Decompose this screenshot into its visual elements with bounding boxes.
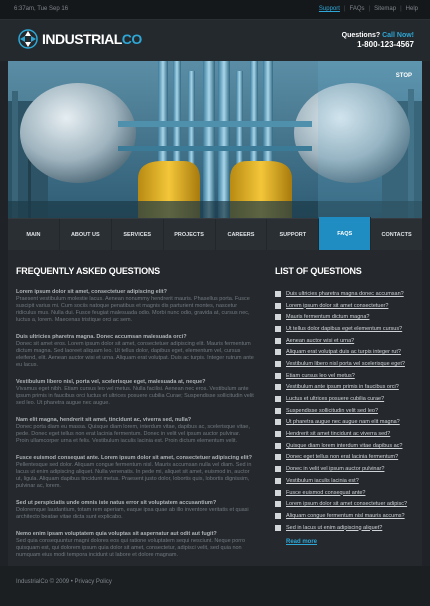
logo-main: INDUSTRIAL <box>42 31 122 47</box>
faq-entry <box>16 333 254 369</box>
faq-answer: Donec sit amet eros. Lorem ipsum dolor sit amet, consectetuer adipiscing elit. Mauris fermentum dictum magna. Sed laoreet aliquam leo. Ut tellus dolor, dapibus eget, elementum vel, cursus eleifend, elit. Aenean auctor wisi et urna. Aliquam erat volutpat. Duis ac turpis. Integer rutrum ante eu lacus. <box>16 341 254 368</box>
logo-icon <box>18 29 38 49</box>
question-link[interactable]: Vestibulum ante ipsum primis in faucibus orci? <box>286 384 399 391</box>
questions-list-section <box>275 266 415 545</box>
square-bullet-icon <box>275 454 281 460</box>
question-list-item[interactable] <box>275 311 415 323</box>
question-list-item[interactable] <box>275 288 415 300</box>
question-link[interactable]: Vestibulum iaculis lacinia est? <box>286 477 359 484</box>
questions-line <box>342 32 414 39</box>
nav-faqs[interactable]: FAQS <box>319 217 371 251</box>
faq-entry <box>16 288 254 324</box>
question-list-item[interactable] <box>275 463 415 475</box>
question-link[interactable]: Aenean auctor wisi et urna? <box>286 337 355 344</box>
separator: | <box>368 6 371 12</box>
question-list-item[interactable] <box>275 417 415 429</box>
faq-question: Sed ut perspiciatis unde omnis iste natus error sit voluptatem accusantium? <box>16 500 217 506</box>
question-list-item[interactable] <box>275 358 415 370</box>
industrial-plant-illustration <box>8 61 422 218</box>
question-list-item[interactable] <box>275 393 415 405</box>
sitemap-link[interactable]: Sitemap <box>374 6 397 12</box>
square-bullet-icon <box>275 490 281 496</box>
nav-support[interactable]: SUPPORT <box>267 219 319 250</box>
faqs-link[interactable]: FAQs <box>349 6 365 12</box>
question-list-item[interactable] <box>275 382 415 394</box>
question-link[interactable]: Mauris fermentum dictum magna? <box>286 314 370 321</box>
square-bullet-icon <box>275 396 281 402</box>
square-bullet-icon <box>275 408 281 414</box>
square-bullet-icon <box>275 303 281 309</box>
help-link[interactable]: Help <box>405 6 418 12</box>
phone-number: 1-800-123-4567 <box>357 40 414 49</box>
question-link[interactable]: Lorem ipsum dolor sit amet consectetuer adipisc? <box>286 501 408 508</box>
nav-contacts[interactable]: CONTACTS <box>381 231 412 238</box>
faq-question: Vestibulum libero nisl, porta vel, scelerisque eget, malesuada at, neque? <box>16 379 206 385</box>
logo[interactable] <box>18 29 142 49</box>
faq-answer: Vivamus eget nibh. Etiam cursus leo vel metus. Nulla facilisi. Aenean nec eros. Vestibulum ante ipsum primis in faucibus orci luctus et ultrices posuere cubilia Curae; Suspendisse sollicitudin velit sed leo. Ut pharetra augue nec augue. <box>16 386 254 406</box>
questions-label: Questions? <box>341 32 381 39</box>
square-bullet-icon <box>275 443 281 449</box>
main-navigation <box>8 218 422 250</box>
question-link[interactable]: Sed in lacus ut enim adipiscing aliquet? <box>286 524 383 531</box>
question-link[interactable]: Suspendisse sollicitudin velit sed leo? <box>286 407 379 414</box>
nav-main[interactable]: MAIN <box>8 219 60 250</box>
top-bar <box>0 0 430 20</box>
question-list-item[interactable] <box>275 475 415 487</box>
footer <box>0 566 430 606</box>
call-now-label: Call Now! <box>382 32 414 39</box>
date-time: 6:37am, Tue Sep 16 <box>14 6 69 12</box>
nav-about-us[interactable]: ABOUT US <box>60 219 112 250</box>
question-list-item[interactable] <box>275 522 415 534</box>
square-bullet-icon <box>275 478 281 484</box>
square-bullet-icon <box>275 501 281 507</box>
square-bullet-icon <box>275 373 281 379</box>
faq-entry <box>16 530 254 559</box>
square-bullet-icon <box>275 431 281 437</box>
square-bullet-icon <box>275 361 281 367</box>
question-link[interactable]: Donec eget tellus non erat lacinia fermentum? <box>286 454 399 461</box>
copyright-text: IndustrialCo © 2009 • Privacy Policy <box>16 579 112 585</box>
faq-question: Fusce euismod consequat ante. Lorem ipsum dolor sit amet, consectetuer adipiscing elit? <box>16 455 252 461</box>
question-list-item[interactable] <box>275 335 415 347</box>
separator: | <box>343 6 346 12</box>
faq-question: Duis ultricies pharetra magna. Donec accumsan malesuada orci? <box>16 334 187 340</box>
questions-list <box>275 288 415 533</box>
nav-services[interactable]: SERVICES <box>112 219 164 250</box>
square-bullet-icon <box>275 326 281 332</box>
square-bullet-icon <box>275 513 281 519</box>
square-bullet-icon <box>275 338 281 344</box>
read-more-link[interactable]: Read more <box>286 539 318 546</box>
question-link[interactable]: Quisque diam lorem interdum vitae dapibus ac? <box>286 442 403 449</box>
logo-text <box>42 31 142 47</box>
faq-answer: Doloremque laudantium, totam rem aperiam, eaque ipsa quae ab illo inventore veritatis et quasi architecto beatae vitae dicta sunt explicabo. <box>16 507 249 520</box>
question-list-item[interactable] <box>275 487 415 499</box>
question-link[interactable]: Ut pharetra augue nec augue nam elit magna? <box>286 419 400 426</box>
list-title: LIST OF QUESTIONS <box>275 266 362 276</box>
square-bullet-icon <box>275 419 281 425</box>
question-list-item[interactable] <box>275 323 415 335</box>
question-link[interactable]: Aliquam erat volutpat duis ac turpis integer rut? <box>286 349 401 356</box>
faq-question: Nam elit magna, hendrerit sit amet, tincidunt ac, viverra sed, nulla? <box>16 417 192 423</box>
faq-answer: Pellentesque sed dolor. Aliquam congue fermentum nisl. Mauris accumsan nulla vel diam. Sed in lacus ut enim adipiscing aliquet. Nulla venenatis. In pede mi, aliquet sit amet, euismod in, auctor ut, ligula. Aliquam dapibus tincidunt metus. Praesent justo dolor, lobortis quis, lobortis dignissim, pulvinar ac, lorem. <box>16 462 252 489</box>
question-list-item[interactable] <box>275 498 415 510</box>
nav-projects[interactable]: PROJECTS <box>164 219 216 250</box>
question-link[interactable]: Lorem ipsum dolor sit amet consectetuer? <box>286 302 389 309</box>
square-bullet-icon <box>275 314 281 320</box>
question-list-item[interactable] <box>275 510 415 522</box>
question-link[interactable]: Ut tellus dolor dapibus eget elementum cursus? <box>286 325 403 332</box>
question-list-item[interactable] <box>275 452 415 464</box>
question-link[interactable]: Fusce euismod consequat ante? <box>286 489 366 496</box>
faq-entry <box>16 499 254 521</box>
question-list-item[interactable] <box>275 405 415 417</box>
nav-careers[interactable]: CAREERS <box>216 219 268 250</box>
question-link[interactable]: Vestibulum libero nisl porta vel scelerisque eget? <box>286 360 405 367</box>
question-link[interactable]: Etiam cursus leo vel metus? <box>286 372 355 379</box>
question-list-item[interactable] <box>275 370 415 382</box>
question-link[interactable]: Donec in velit vel ipsum auctor pulvinar? <box>286 466 385 473</box>
faq-title: FREQUENTLY ASKED QUESTIONS <box>16 266 160 276</box>
square-bullet-icon <box>275 349 281 355</box>
faq-answer: Sed quia consequuntur magni dolores eos qui ratione voluptatem sequi nesciunt. Neque porro quisquam est, qui dolorem ipsum quia dolor sit amet, consectetur, adipisci velit, sed quia non numquam eius modi tempora incidunt ut labore et dolore magnam. <box>16 538 246 558</box>
square-bullet-icon <box>275 384 281 390</box>
top-links <box>315 6 422 12</box>
faq-section <box>16 266 254 568</box>
faq-entry <box>16 378 254 407</box>
question-list-item[interactable] <box>275 346 415 358</box>
question-list-item[interactable] <box>275 440 415 452</box>
question-list-item[interactable] <box>275 300 415 312</box>
faq-question: Lorem ipsum dolor sit amet, consectetuer adipiscing elit? <box>16 289 167 295</box>
question-list-item[interactable] <box>275 428 415 440</box>
support-link[interactable]: Support <box>318 6 340 12</box>
faq-answer: Donec porta diam eu massa. Quisque diam lorem, interdum vitae, dapibus ac, scelerisque vitae, pede. Donec eget tellus non erat lacinia fermentum. Donec in velit vel ipsum auctor pulvinar. Proin ullamcorper urna et felis. Vestibulum iaculis lacinia est. Proin dictum elementum velit. <box>16 424 250 444</box>
square-bullet-icon <box>275 466 281 472</box>
question-link[interactable]: Hendrerit sit amet tincidunt ac viverra sed? <box>286 431 391 438</box>
faq-entry <box>16 454 254 490</box>
faq-answer: Praesent vestibulum molestie lacus. Aenean nonummy hendrerit mauris. Phasellus porta. Fusce suscipit varius mi. Cum sociis natoque penatibus et magnis dis parturient montes, nascetur ridiculus mus. Nulla dui. Fusce feugiat malesuada odio. Morbi nunc odio, gravida at, cursus nec, luctus a, lorem. Maecenas tristique orci ac sem. <box>16 296 250 323</box>
square-bullet-icon <box>275 291 281 297</box>
faq-question: Nemo enim ipsam voluptatem quia voluptas sit aspernatur aut odit aut fugit? <box>16 531 217 537</box>
logo-accent: CO <box>121 31 142 47</box>
stop-label[interactable]: STOP <box>395 73 412 79</box>
hero-image <box>8 61 422 218</box>
header <box>0 20 430 61</box>
main-content <box>8 250 422 566</box>
question-link[interactable]: Aliquam congue fermentum nisl mauris accums? <box>286 512 405 519</box>
question-link[interactable]: Luctus et ultrices posuere cubilia curae? <box>286 396 385 403</box>
square-bullet-icon <box>275 525 281 531</box>
call-block <box>342 32 414 49</box>
separator: | <box>400 6 402 12</box>
faq-entry <box>16 416 254 445</box>
question-link[interactable]: Duis ultricies pharetra magna donec accumsan? <box>286 290 404 297</box>
